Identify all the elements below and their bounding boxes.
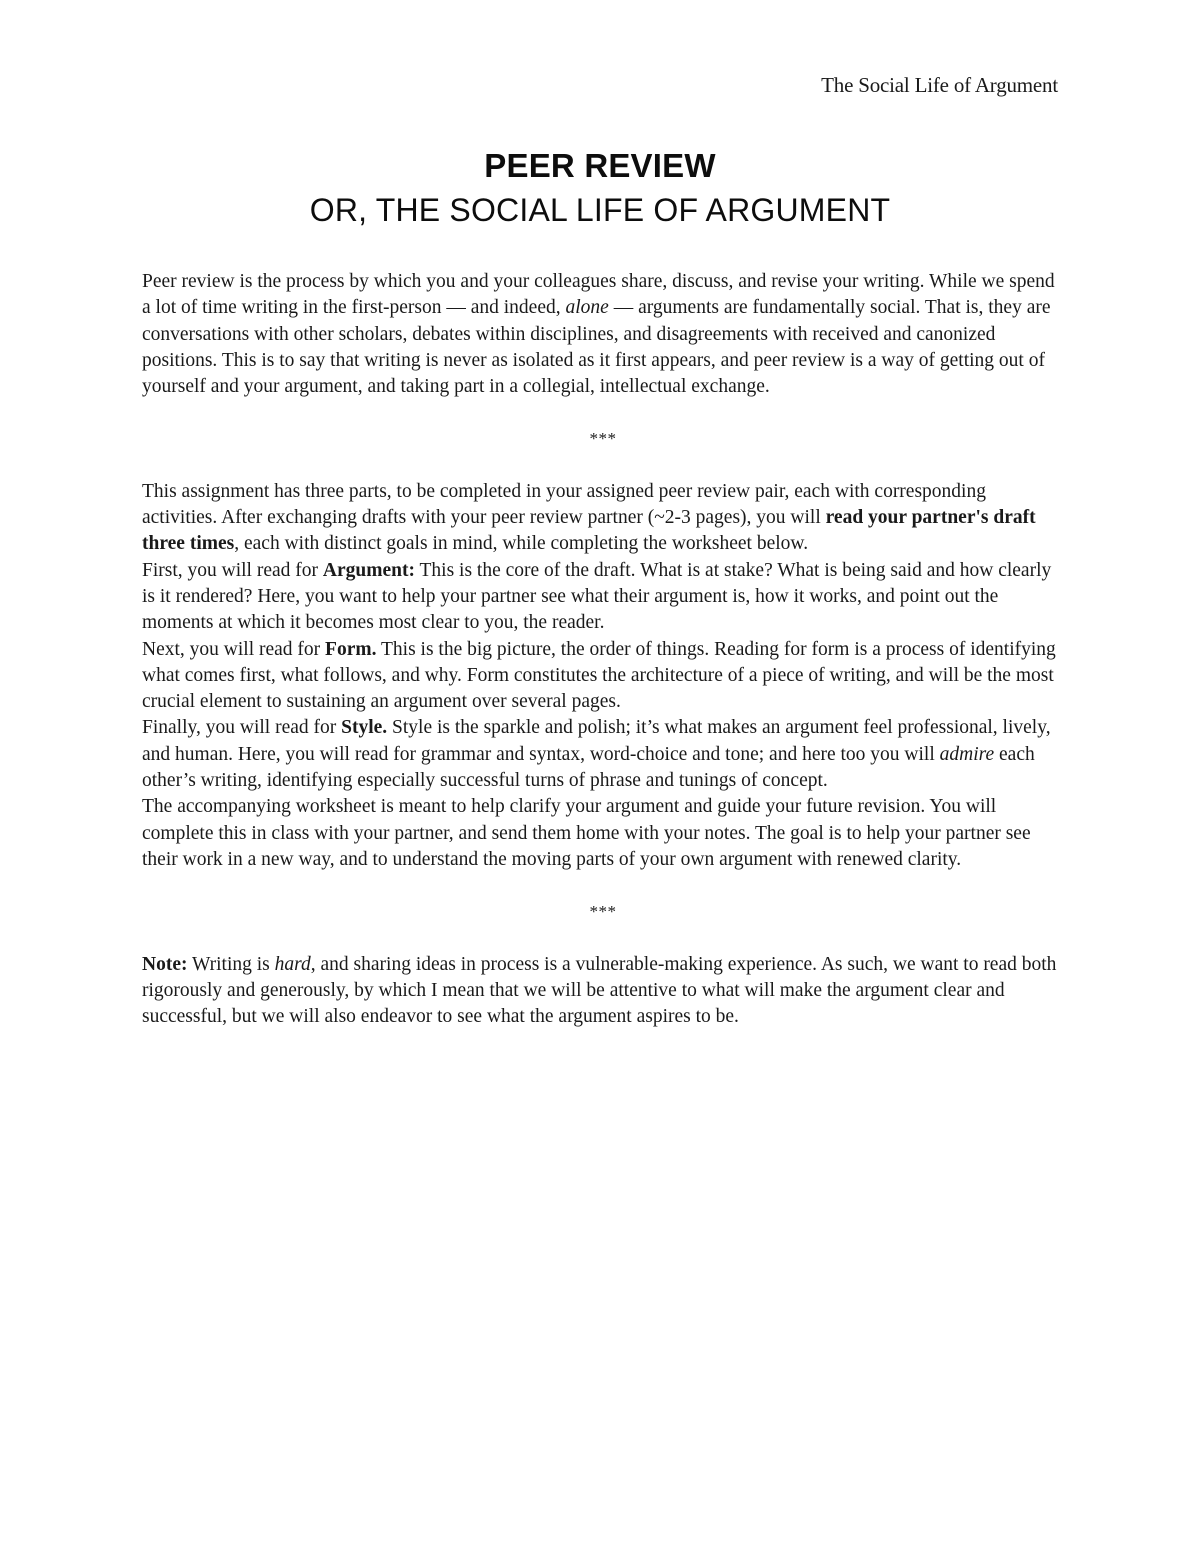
intro-paragraph xyxy=(142,269,1064,400)
assignment-text-1: This assignment has three parts, to be completed in your assigned peer review pair, each with corresponding activities. After exchanging drafts with your peer review partner (~2-3 pages), you will xyxy=(142,480,986,529)
page-subtitle: OR, THE SOCIAL LIFE OF ARGUMENT xyxy=(309,192,891,228)
section-separator-2: *** xyxy=(589,902,617,922)
note-paragraph xyxy=(142,952,1064,1031)
assignment-paragraph xyxy=(142,479,1064,558)
assignment-text-2: , each with distinct goals in mind, while completing the worksheet below. xyxy=(234,533,809,555)
style-term: Style. xyxy=(341,717,388,739)
style-text-2: each other’s writing, identifying especially successful turns of phrase and tunings of concept. xyxy=(142,743,1035,792)
form-paragraph xyxy=(142,637,1064,716)
form-lead: Next, you will read for xyxy=(142,638,326,660)
worksheet-paragraph: The accompanying worksheet is meant to help clarify your argument and guide your future revision. You will complete this in class with your partner, and send them home with your notes. The goal is to help your partner see their work in a new way, and to understand the moving parts of your own argument with renewed clarity. xyxy=(142,796,1031,870)
argument-lead: First, you will read for xyxy=(142,559,323,581)
running-header: The Social Life of Argument xyxy=(821,73,1058,97)
argument-text: This is the core of the draft. What is at stake? What is being said and how clearly is it rendered? Here, you want to help your partner see what their argument is, how it works, and point out the moments at which it becomes most clear to you, the reader. xyxy=(142,559,1052,634)
intro-emphasis: alone xyxy=(565,297,609,319)
document-body xyxy=(142,269,1064,1030)
argument-term: Argument: xyxy=(322,559,415,581)
note-text: , and sharing ideas in process is a vulnerable-making experience. As such, we want to read both rigorously and generously, by which I mean that we will be attentive to what will make the argument clear and successful, but we will also endeavor to see what the argument aspires to be. xyxy=(142,953,1057,1028)
note-lead: Writing is xyxy=(187,953,275,975)
title-block xyxy=(0,146,1200,232)
intro-text-2: — arguments are fundamentally social. That is, they are conversations with other scholars, debates within disciplines, and disagreements with received and canonized positions. This is to say that writing is never as isolated as it first appears, and peer review is a way of getting out of yourself and your argument, and taking part in a collegial, intellectual exchange. xyxy=(142,297,1051,398)
form-term: Form. xyxy=(325,638,377,660)
style-lead: Finally, you will read for xyxy=(142,717,342,739)
note-label: Note: xyxy=(142,953,188,975)
style-paragraph xyxy=(142,715,1064,794)
section-separator: *** xyxy=(589,429,617,449)
assignment-emphasis: read your partner's draft three times xyxy=(142,507,1036,555)
style-text-1: Style is the sparkle and polish; it’s what makes an argument feel professional, lively, and human. Here, you will read for grammar and syntax, word-choice and tone; and here too you will xyxy=(142,717,1051,765)
page-title: PEER REVIEW xyxy=(484,147,716,184)
intro-text-1: Peer review is the process by which you and your colleagues share, discuss, and revise your writing. While we spend a lot of time writing in the first-person — and indeed, xyxy=(142,271,1055,319)
note-emphasis: hard xyxy=(274,953,311,975)
argument-paragraph xyxy=(142,558,1064,637)
form-text: This is the big picture, the order of things. Reading for form is a process of identifying what comes first, what follows, and why. Form constitutes the architecture of a piece of writing, and will be the most crucial element to sustaining an argument over several pages. xyxy=(142,638,1056,713)
style-emphasis: admire xyxy=(939,743,995,765)
